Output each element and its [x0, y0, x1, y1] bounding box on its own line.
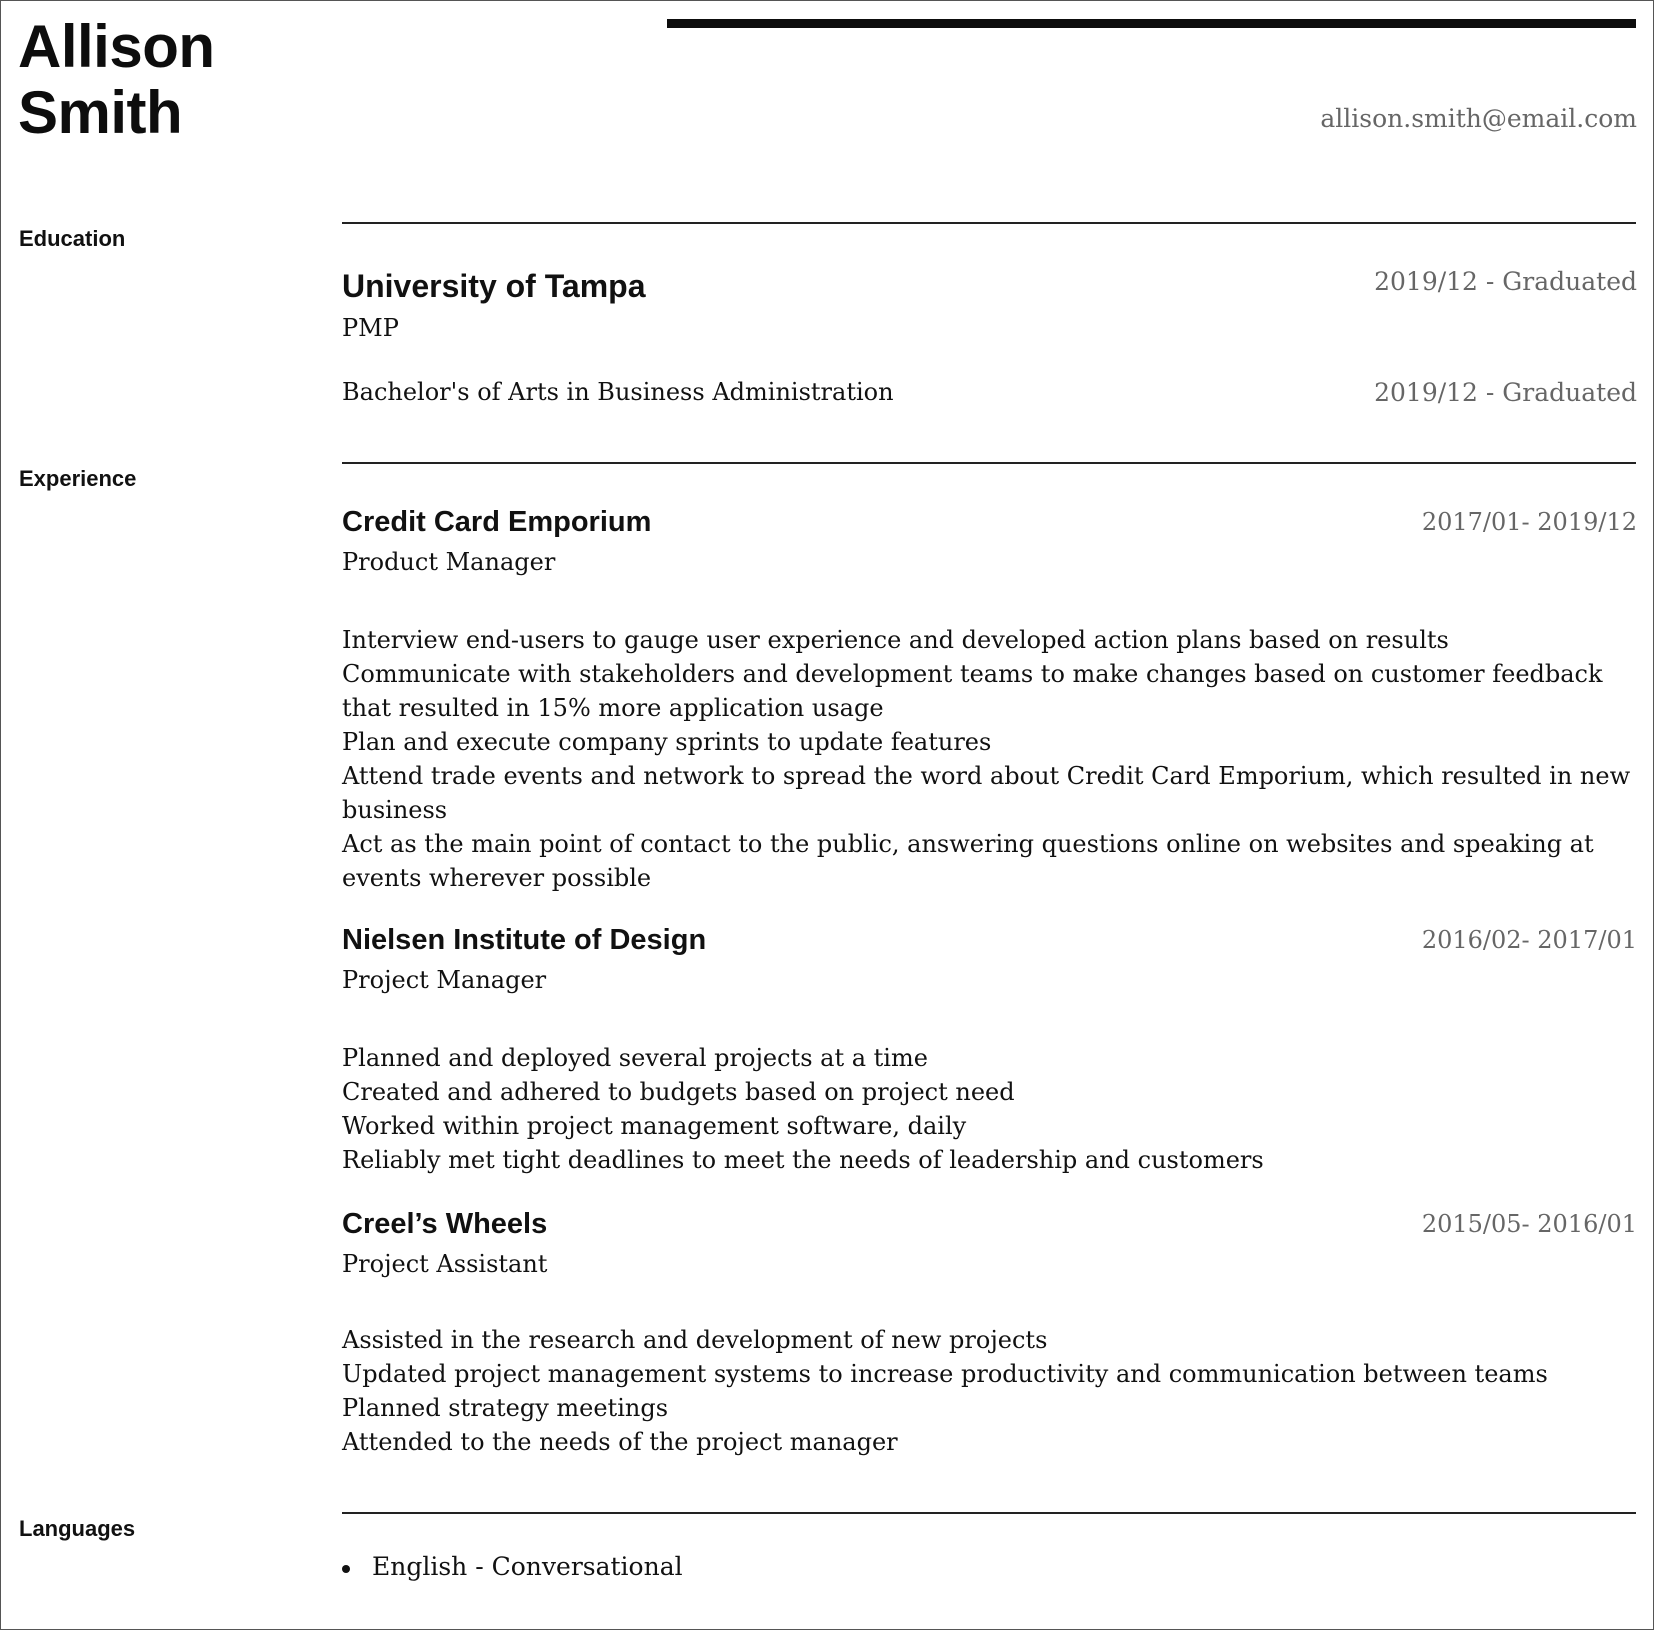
- section-label-experience: Experience: [19, 466, 137, 491]
- job-duties: [342, 1323, 1632, 1459]
- duty-item: Attended to the needs of the project manager: [342, 1428, 898, 1456]
- section-label-education: Education: [19, 226, 126, 251]
- duty-item: Assisted in the research and development of new projects: [342, 1326, 1048, 1354]
- job-company: Credit Card Emporium: [342, 506, 652, 538]
- duty-item: Created and adhered to budgets based on project need: [342, 1078, 1015, 1106]
- section-divider-education: [342, 222, 1636, 224]
- name-last: Smith: [18, 79, 183, 146]
- header-accent-bar: [667, 19, 1636, 28]
- job-role: Project Manager: [342, 966, 547, 994]
- job-role: Product Manager: [342, 548, 556, 576]
- job-dates: 2015/05- 2016/01: [1421, 1210, 1637, 1238]
- job-company: Creel’s Wheels: [342, 1208, 548, 1240]
- duty-item: Act as the main point of contact to the public, answering questions online on websites and speaking at events wherever possible: [342, 830, 1594, 892]
- duty-item: Plan and execute company sprints to update features: [342, 728, 992, 756]
- duty-item: Worked within project management software, daily: [342, 1112, 967, 1140]
- duty-item: Attend trade events and network to spread the word about Credit Card Emporium, which resulted in new business: [342, 762, 1631, 824]
- duty-item: Interview end-users to gauge user experience and developed action plans based on results: [342, 626, 1449, 654]
- duty-item: Reliably met tight deadlines to meet the needs of leadership and customers: [342, 1146, 1264, 1174]
- job-duties: [342, 1041, 1632, 1177]
- section-divider-languages: [342, 1512, 1636, 1514]
- job-role: Project Assistant: [342, 1250, 548, 1278]
- candidate-name: [18, 14, 215, 146]
- section-divider-experience: [342, 462, 1636, 464]
- education-date-2: 2019/12 - Graduated: [1374, 378, 1637, 407]
- language-text: English - Conversational: [372, 1552, 683, 1581]
- duty-item: Updated project management systems to increase productivity and communication between teams: [342, 1360, 1548, 1388]
- section-label-languages: Languages: [19, 1516, 136, 1541]
- education-school: University of Tampa: [342, 268, 646, 304]
- job-company: Nielsen Institute of Design: [342, 924, 707, 956]
- languages-list: [342, 1552, 683, 1581]
- duty-item: Planned strategy meetings: [342, 1394, 669, 1422]
- duty-item: Communicate with stakeholders and development teams to make changes based on customer feedback that resulted in 15% more application usage: [342, 660, 1603, 722]
- job-duties: [342, 623, 1632, 895]
- job-dates: 2016/02- 2017/01: [1421, 926, 1637, 954]
- job-dates: 2017/01- 2019/12: [1421, 508, 1637, 536]
- language-item: [342, 1552, 683, 1581]
- email-link[interactable]: allison.smith@email.com: [1320, 104, 1637, 133]
- name-first: Allison: [18, 13, 215, 80]
- education-item-1: PMP: [342, 314, 399, 342]
- education-item-2: Bachelor's of Arts in Business Administration: [342, 378, 894, 406]
- bullet-dot-icon: [342, 1565, 350, 1573]
- education-date-1: 2019/12 - Graduated: [1374, 267, 1637, 296]
- duty-item: Planned and deployed several projects at a time: [342, 1044, 928, 1072]
